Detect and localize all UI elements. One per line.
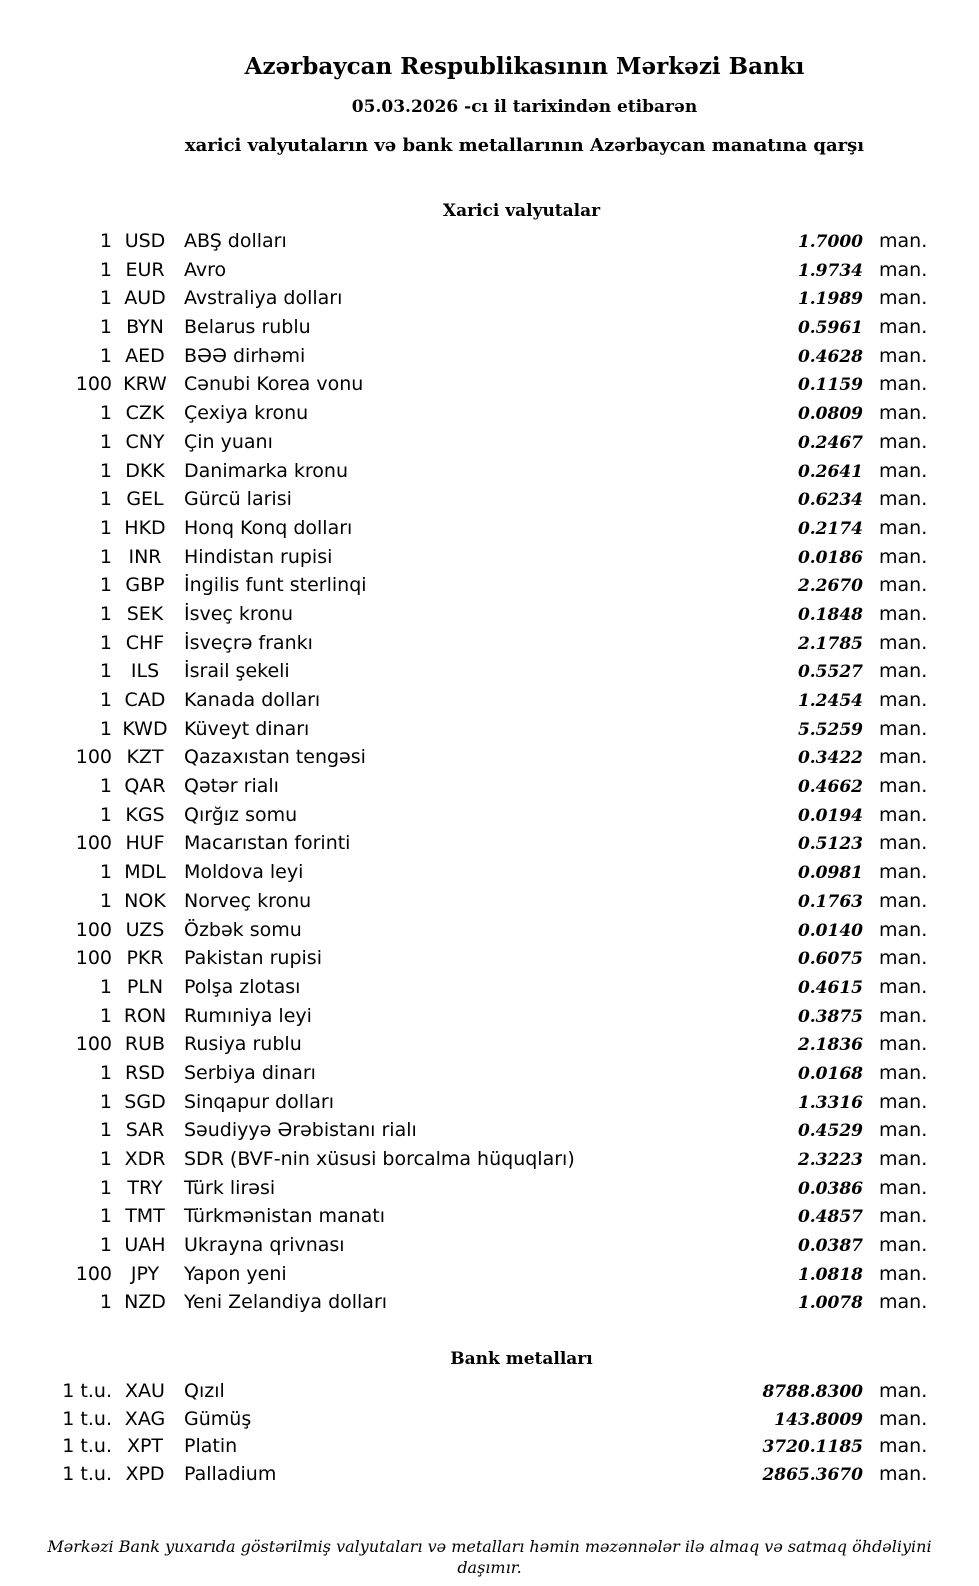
quantity-cell: 1	[99, 230, 112, 252]
manat-unit-label: man.	[879, 717, 928, 740]
currency-name-cell: Türk lirəsi	[184, 1176, 276, 1199]
manat-unit-label: man.	[879, 975, 928, 998]
rate-value-cell: 2.2670	[797, 576, 863, 597]
manat-unit-label: man.	[879, 889, 928, 912]
metals-table	[0, 1380, 979, 1490]
table-row	[0, 1463, 979, 1491]
manat-unit-label: man.	[879, 1407, 928, 1430]
manat-unit-label: man.	[879, 1119, 928, 1142]
table-row	[0, 1119, 979, 1148]
rate-value-cell: 0.5527	[797, 662, 863, 683]
currency-name-cell: Ukrayna qrivnası	[184, 1234, 345, 1257]
currency-code-cell: GEL	[126, 488, 164, 511]
currency-code-cell: XPT	[126, 1435, 164, 1458]
manat-unit-label: man.	[879, 287, 928, 310]
currency-code-cell: RON	[123, 1004, 167, 1027]
manat-unit-label: man.	[879, 373, 928, 396]
manat-unit-label: man.	[879, 631, 928, 654]
manat-unit-label: man.	[879, 832, 928, 855]
currency-name-cell: Polşa zlotası	[184, 975, 301, 998]
manat-unit-label: man.	[879, 803, 928, 826]
table-row	[0, 1005, 979, 1034]
manat-unit-label: man.	[879, 775, 928, 798]
quantity-cell: 1	[99, 803, 112, 826]
table-row	[0, 574, 979, 603]
rate-value-cell: 0.0186	[797, 547, 863, 568]
currency-code-cell: SAR	[125, 1119, 165, 1142]
currency-name-cell: İsveç kronu	[184, 602, 294, 625]
currency-code-cell: INR	[128, 545, 162, 568]
currency-code-cell: CHF	[125, 631, 165, 654]
currency-code-cell: NOK	[124, 889, 166, 912]
quantity-cell: 1	[99, 602, 112, 625]
quantity-cell: 100	[75, 1262, 112, 1285]
manat-unit-label: man.	[879, 258, 928, 281]
currency-name-cell: Norveç kronu	[184, 889, 312, 912]
currency-code-cell: SGD	[124, 1090, 166, 1113]
manat-unit-label: man.	[879, 1380, 928, 1403]
currency-name-cell: Qazaxıstan tengəsi	[184, 746, 366, 769]
rate-value-cell: 2.3223	[797, 1150, 863, 1170]
rate-value-cell: 8788.8300	[762, 1382, 863, 1403]
currency-name-cell: Honq Konq dolları	[184, 516, 353, 539]
currency-name-cell: İsveçrə frankı	[184, 631, 313, 654]
currency-name-cell: Sinqapur dolları	[184, 1090, 335, 1113]
currency-name-cell: Cənubi Korea vonu	[184, 373, 364, 396]
quantity-cell: 100	[75, 373, 112, 396]
table-row	[0, 976, 979, 1005]
table-row	[0, 1263, 979, 1292]
quantity-cell: 1	[99, 344, 112, 367]
manat-unit-label: man.	[879, 430, 928, 453]
table-row	[0, 861, 979, 890]
currency-name-cell: Gümüş	[184, 1407, 252, 1430]
quantity-cell: 100	[75, 746, 112, 769]
table-row	[0, 632, 979, 661]
currency-name-cell: Türkmənistan manatı	[184, 1205, 386, 1228]
table-row	[0, 746, 979, 775]
quantity-cell: 1	[99, 316, 112, 339]
currency-name-cell: ABŞ dolları	[184, 230, 287, 252]
rate-value-cell: 0.2174	[797, 518, 863, 539]
currency-code-cell: PLN	[126, 975, 164, 998]
quantity-cell: 1	[99, 1205, 112, 1228]
rate-value-cell: 0.3875	[797, 1006, 863, 1027]
currency-name-cell: İsrail şekeli	[184, 660, 290, 683]
manat-unit-label: man.	[879, 488, 928, 511]
rate-value-cell: 1.7000	[797, 232, 863, 252]
rate-value-cell: 0.4529	[797, 1121, 863, 1142]
currency-name-cell: Çexiya kronu	[184, 402, 309, 425]
rate-value-cell: 0.2467	[797, 432, 863, 453]
currency-code-cell: NZD	[124, 1291, 166, 1314]
currency-name-cell: Rumıniya leyi	[184, 1004, 312, 1027]
rate-value-cell: 0.5961	[797, 318, 863, 339]
manat-unit-label: man.	[879, 545, 928, 568]
currency-name-cell: SDR (BVF-nin xüsusi borcalma hüquqları)	[184, 1148, 575, 1170]
quantity-cell: 1	[99, 545, 112, 568]
currency-name-cell: Danimarka kronu	[184, 459, 349, 482]
quantity-cell: 100	[75, 1033, 112, 1056]
quantity-cell: 1 t.u.	[62, 1435, 112, 1458]
manat-unit-label: man.	[879, 689, 928, 711]
table-row	[0, 287, 979, 316]
currency-code-cell: HUF	[125, 832, 165, 855]
document-header	[0, 52, 979, 158]
rate-value-cell: 0.0387	[797, 1236, 863, 1257]
quantity-cell: 1	[99, 631, 112, 654]
rate-value-cell: 2.1785	[797, 633, 863, 654]
table-row	[0, 373, 979, 402]
currency-code-cell: TRY	[127, 1176, 163, 1199]
currency-name-cell: Belarus rublu	[184, 316, 311, 339]
table-row	[0, 890, 979, 919]
manat-unit-label: man.	[879, 574, 928, 597]
rate-value-cell: 0.1159	[797, 375, 863, 396]
rate-value-cell: 0.0194	[797, 805, 863, 826]
rate-value-cell: 0.1763	[797, 891, 863, 912]
currency-code-cell: TMT	[125, 1205, 165, 1228]
manat-unit-label: man.	[879, 1004, 928, 1027]
currency-name-cell: Çin yuanı	[184, 430, 273, 453]
table-row	[0, 316, 979, 345]
currency-name-cell: Palladium	[184, 1462, 277, 1485]
currency-name-cell: Moldova leyi	[184, 861, 304, 884]
rate-value-cell: 0.0140	[797, 920, 863, 941]
quantity-cell: 1	[99, 861, 112, 884]
currency-code-cell: USD	[124, 230, 166, 252]
currency-code-cell: KGS	[125, 803, 165, 826]
quantity-cell: 1 t.u.	[62, 1407, 112, 1430]
rate-value-cell: 0.4628	[797, 346, 863, 367]
rate-value-cell: 0.6234	[797, 490, 863, 511]
manat-unit-label: man.	[879, 660, 928, 683]
currency-code-cell: CNY	[125, 430, 165, 453]
manat-unit-label: man.	[879, 1176, 928, 1199]
currency-code-cell: GBP	[125, 574, 165, 597]
manat-unit-label: man.	[879, 402, 928, 425]
currency-name-cell: Yapon yeni	[184, 1262, 287, 1285]
rate-value-cell: 143.8009	[774, 1409, 863, 1430]
manat-unit-label: man.	[879, 746, 928, 769]
rate-value-cell: 0.0981	[797, 863, 863, 884]
table-row	[0, 804, 979, 833]
rate-value-cell: 0.4857	[797, 1207, 863, 1228]
currency-code-cell: UZS	[125, 918, 165, 941]
table-row	[0, 603, 979, 632]
currency-name-cell: Hindistan rupisi	[184, 545, 333, 568]
currency-name-cell: İngilis funt sterlinqi	[184, 574, 367, 597]
currency-code-cell: KZT	[126, 746, 164, 769]
table-row	[0, 460, 979, 489]
currency-name-cell: Gürcü larisi	[184, 488, 292, 511]
table-row	[0, 488, 979, 517]
quantity-cell: 100	[75, 918, 112, 941]
table-row	[0, 689, 979, 718]
currency-code-cell: RSD	[125, 1061, 165, 1084]
currency-name-cell: Qətər rialı	[184, 775, 279, 798]
currency-code-cell: DKK	[125, 459, 165, 482]
table-row	[0, 718, 979, 747]
currency-code-cell: SEK	[126, 602, 164, 625]
manat-unit-label: man.	[879, 1090, 928, 1113]
currency-code-cell: KWD	[122, 717, 168, 740]
currency-name-cell: Yeni Zelandiya dolları	[184, 1291, 388, 1314]
table-row	[0, 775, 979, 804]
currency-code-cell: JPY	[130, 1262, 160, 1285]
currency-table	[0, 230, 979, 1320]
quantity-cell: 1	[99, 402, 112, 425]
currency-code-cell: ILS	[130, 660, 160, 683]
table-row	[0, 1062, 979, 1091]
manat-unit-label: man.	[879, 918, 928, 941]
quantity-cell: 100	[75, 832, 112, 855]
manat-unit-label: man.	[879, 947, 928, 970]
table-row	[0, 1033, 979, 1062]
currency-code-cell: XAU	[125, 1380, 165, 1403]
rate-value-cell: 1.2454	[797, 691, 863, 711]
table-row	[0, 230, 979, 259]
manat-unit-label: man.	[879, 316, 928, 339]
manat-unit-label: man.	[879, 1148, 928, 1170]
quantity-cell: 1	[99, 1176, 112, 1199]
currency-code-cell: UAH	[124, 1234, 166, 1257]
rate-value-cell: 0.1848	[797, 604, 863, 625]
currency-name-cell: Qızıl	[184, 1380, 225, 1403]
quantity-cell: 1	[99, 1291, 112, 1314]
currency-name-cell: Özbək somu	[184, 918, 302, 941]
quantity-cell: 1	[99, 430, 112, 453]
quantity-cell: 1	[99, 459, 112, 482]
manat-unit-label: man.	[879, 1435, 928, 1458]
manat-unit-label: man.	[879, 1205, 928, 1228]
table-row	[0, 431, 979, 460]
rate-value-cell: 1.0818	[797, 1264, 863, 1285]
rate-value-cell: 2865.3670	[762, 1464, 863, 1485]
metals-section-heading: Bank metalları	[450, 1349, 593, 1370]
currency-name-cell: Küveyt dinarı	[184, 717, 310, 740]
manat-unit-label: man.	[879, 1234, 928, 1257]
quantity-cell: 1	[99, 488, 112, 511]
quantity-cell: 1	[99, 975, 112, 998]
currency-code-cell: HKD	[124, 516, 166, 539]
manat-unit-label: man.	[879, 459, 928, 482]
manat-unit-label: man.	[879, 1291, 928, 1314]
currency-code-cell: RUB	[124, 1033, 166, 1056]
rate-value-cell: 0.2641	[797, 461, 863, 482]
table-row	[0, 546, 979, 575]
table-row	[0, 919, 979, 948]
quantity-cell: 1	[99, 1090, 112, 1113]
currency-code-cell: XDR	[124, 1148, 166, 1170]
currency-name-cell: Qırğız somu	[184, 803, 298, 826]
currency-code-cell: AED	[125, 344, 165, 367]
quantity-cell: 1	[99, 1148, 112, 1170]
manat-unit-label: man.	[879, 1061, 928, 1084]
rate-value-cell: 1.9734	[797, 260, 863, 281]
page-subtitle: xarici valyutaların və bank metallarının Azərbaycan manatına qarşı	[184, 135, 865, 156]
manat-unit-label: man.	[879, 1262, 928, 1285]
manat-unit-label: man.	[879, 516, 928, 539]
currency-code-cell: EUR	[125, 258, 165, 281]
quantity-cell: 1	[99, 889, 112, 912]
rate-value-cell: 3720.1185	[762, 1437, 863, 1458]
currency-name-cell: Kanada dolları	[184, 689, 321, 711]
table-row	[0, 1091, 979, 1120]
currency-name-cell: Pakistan rupisi	[184, 947, 322, 970]
table-row	[0, 517, 979, 546]
manat-unit-label: man.	[879, 1462, 928, 1485]
table-row	[0, 660, 979, 689]
currency-name-cell: Platin	[184, 1435, 238, 1458]
rate-value-cell: 5.5259	[797, 719, 863, 740]
quantity-cell: 1	[99, 1234, 112, 1257]
quantity-cell: 1	[99, 1119, 112, 1142]
rate-value-cell: 2.1836	[797, 1035, 863, 1056]
currency-code-cell: CAD	[124, 689, 166, 711]
quantity-cell: 1	[99, 574, 112, 597]
rate-value-cell: 0.4615	[797, 977, 863, 998]
manat-unit-label: man.	[879, 230, 928, 252]
table-row	[0, 1177, 979, 1206]
quantity-cell: 1	[99, 1061, 112, 1084]
rate-value-cell: 0.0168	[797, 1063, 863, 1084]
quantity-cell: 1	[99, 689, 112, 711]
currency-code-cell: QAR	[124, 775, 166, 798]
rate-value-cell: 0.3422	[797, 748, 863, 769]
table-row	[0, 1234, 979, 1263]
rate-value-cell: 1.3316	[797, 1092, 863, 1113]
rate-value-cell: 0.0386	[797, 1178, 863, 1199]
currency-code-cell: XAG	[124, 1407, 166, 1430]
disclaimer-text: Mərkəzi Bank yuxarıda göstərilmiş valyutaları və metalları həmin məzənnələr ilə almaq və satmaq öhdəliyini daşımır.	[47, 1537, 932, 1578]
currency-code-cell: KRW	[123, 373, 167, 396]
rate-value-cell: 0.5123	[797, 834, 863, 855]
quantity-cell: 1 t.u.	[62, 1380, 112, 1403]
manat-unit-label: man.	[879, 602, 928, 625]
manat-unit-label: man.	[879, 344, 928, 367]
quantity-cell: 1	[99, 258, 112, 281]
table-row	[0, 345, 979, 374]
table-row	[0, 1380, 979, 1408]
manat-unit-label: man.	[879, 1033, 928, 1056]
currency-name-cell: Rusiya rublu	[184, 1033, 302, 1056]
quantity-cell: 1	[99, 660, 112, 683]
currency-code-cell: PKR	[126, 947, 164, 970]
table-row	[0, 1435, 979, 1463]
currency-name-cell: Serbiya dinarı	[184, 1061, 316, 1084]
currency-name-cell: BƏƏ dirhəmi	[184, 344, 306, 367]
page-title: Azərbaycan Respublikasının Mərkəzi Bankı	[244, 53, 805, 80]
table-row	[0, 259, 979, 288]
quantity-cell: 1 t.u.	[62, 1462, 112, 1485]
table-row	[0, 1205, 979, 1234]
currencies-section-heading: Xarici valyutalar	[442, 201, 601, 221]
currency-name-cell: Səudiyyə Ərəbistanı rialı	[184, 1119, 417, 1142]
currency-name-cell: Macarıstan forinti	[184, 832, 351, 855]
rate-value-cell: 0.0809	[797, 404, 863, 425]
table-row	[0, 947, 979, 976]
rate-value-cell: 0.4662	[797, 777, 863, 798]
quantity-cell: 1	[99, 775, 112, 798]
table-row	[0, 832, 979, 861]
currency-name-cell: Avstraliya dolları	[184, 287, 343, 310]
currency-code-cell: MDL	[124, 861, 166, 884]
rate-value-cell: 1.0078	[797, 1293, 863, 1314]
currency-code-cell: AUD	[124, 287, 166, 310]
quantity-cell: 100	[75, 947, 112, 970]
table-row	[0, 402, 979, 431]
quantity-cell: 1	[99, 717, 112, 740]
table-row	[0, 1291, 979, 1320]
currency-code-cell: CZK	[125, 402, 165, 425]
rate-value-cell: 0.6075	[797, 949, 863, 970]
currency-code-cell: XPD	[125, 1462, 165, 1485]
currency-code-cell: BYN	[126, 316, 164, 339]
manat-unit-label: man.	[879, 861, 928, 884]
quantity-cell: 1	[99, 516, 112, 539]
table-row	[0, 1408, 979, 1436]
effective-date-line: 05.03.2026 -cı il tarixindən etibarən	[351, 97, 698, 117]
quantity-cell: 1	[99, 1004, 112, 1027]
currency-name-cell: Avro	[184, 258, 227, 281]
quantity-cell: 1	[99, 287, 112, 310]
rate-value-cell: 1.1989	[797, 289, 863, 310]
table-row	[0, 1148, 979, 1177]
